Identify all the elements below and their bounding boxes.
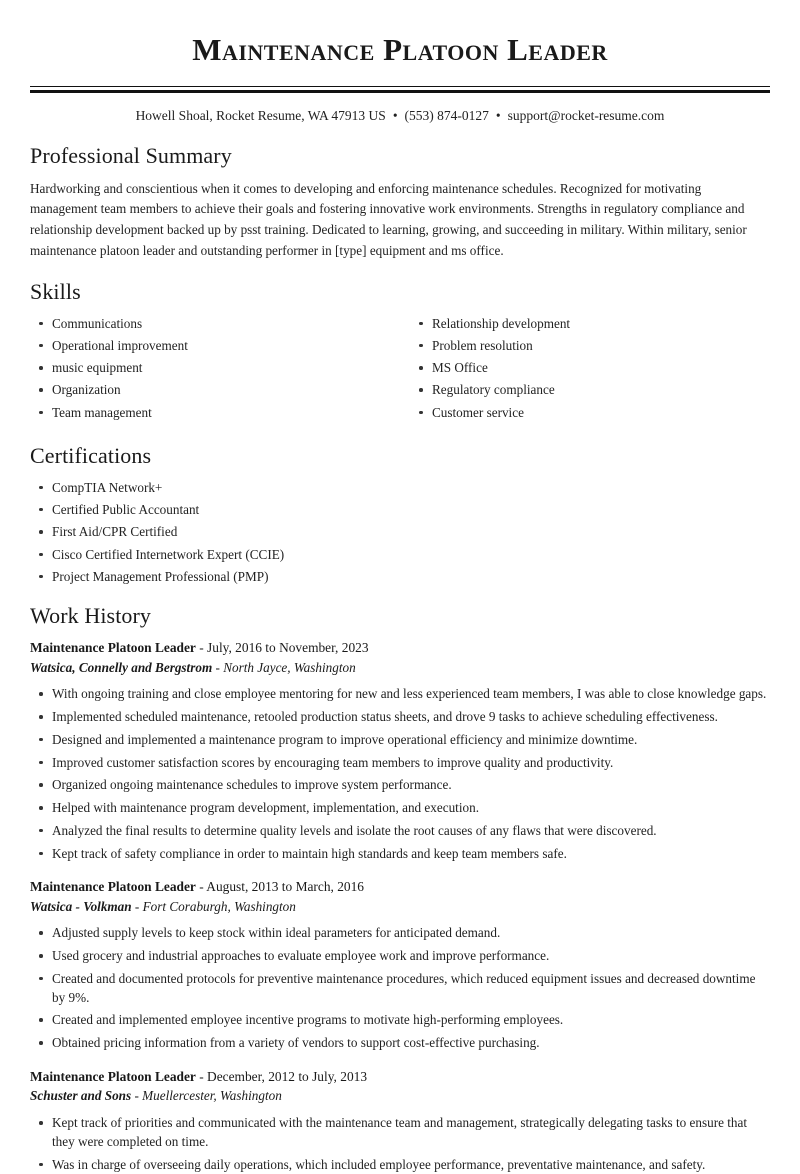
job-company: Watsica, Connelly and Bergstrom xyxy=(30,659,213,675)
job-title-line xyxy=(30,877,770,896)
job-dates: August, 2013 to March, 2016 xyxy=(206,879,364,895)
skills-list-right xyxy=(410,315,770,422)
list-item: Was in charge of overseeing daily operations, which included employee performance, preventative maintenance, and safety. xyxy=(30,1156,770,1174)
job-org-separator: - xyxy=(131,1088,143,1104)
job-title: Maintenance Platoon Leader xyxy=(30,640,196,656)
job-title-separator: - xyxy=(195,640,208,656)
list-item: With ongoing training and close employee mentoring for new and less experienced team members, I was able to close knowledge gaps. xyxy=(30,685,770,704)
list-item: Analyzed the final results to determine quality levels and isolate the root causes of any flaws that were discovered. xyxy=(30,822,770,841)
list-item: First Aid/CPR Certified xyxy=(30,523,770,541)
list-item: CompTIA Network+ xyxy=(30,479,770,497)
section-heading-summary: Professional Summary xyxy=(30,143,232,169)
job-company: Schuster and Sons xyxy=(30,1088,132,1104)
section-heading-work-history: Work History xyxy=(30,602,152,628)
job-org-separator: - xyxy=(131,898,143,914)
list-item: Implemented scheduled maintenance, retooled production status sheets, and drove 9 tasks to achieve scheduling effectiveness. xyxy=(30,708,770,727)
job-bullets xyxy=(30,685,770,863)
summary-text: Hardworking and conscientious when it comes to developing and enforcing maintenance schedules. Recognized for motivating management team members to achieve their goals and fostering innovative work environments. Strengths in regulatory compliance and relationship development backed up by psst training. Dedicated to learning, growing, and succeeding in military. Within military, senior maintenance platoon leader and outstanding performer in [type] equipment and ms office. xyxy=(30,180,747,259)
list-item: Created and implemented employee incentive programs to motivate high-performing employees. xyxy=(30,1011,770,1030)
header-divider xyxy=(30,86,770,93)
job-title: Maintenance Platoon Leader xyxy=(30,879,196,895)
job-org-line xyxy=(30,1086,770,1106)
job-org-line xyxy=(30,658,770,678)
job-title: Maintenance Platoon Leader xyxy=(30,1068,196,1084)
list-item: Kept track of safety compliance in order to maintain high standards and keep team members safe. xyxy=(30,845,770,864)
list-item: Organized ongoing maintenance schedules to improve system performance. xyxy=(30,776,770,795)
skills-list-left xyxy=(30,315,400,422)
work-history-entry xyxy=(30,638,770,863)
contact-address: Howell Shoal, Rocket Resume, WA 47913 US xyxy=(135,108,386,124)
list-item: Created and documented protocols for preventive maintenance procedures, which reduced equipment issues and decreased downtime by 9%. xyxy=(30,970,770,1007)
certifications-list xyxy=(30,479,770,586)
job-bullets xyxy=(30,1114,770,1174)
job-title-separator: - xyxy=(195,879,207,895)
list-item: music equipment xyxy=(30,359,400,377)
contact-separator-2: • xyxy=(495,108,501,124)
list-item: Operational improvement xyxy=(30,337,400,355)
list-item: MS Office xyxy=(410,359,770,377)
job-dates: December, 2012 to July, 2013 xyxy=(207,1068,368,1084)
job-location: Muellercester, Washington xyxy=(142,1088,282,1104)
contact-separator-1: • xyxy=(392,108,398,124)
section-certifications xyxy=(30,442,770,586)
list-item: Helped with maintenance program development, implementation, and execution. xyxy=(30,799,770,818)
list-item: Designed and implemented a maintenance program to improve operational efficiency and minimize downtime. xyxy=(30,731,770,750)
job-title-line xyxy=(30,1067,770,1086)
list-item: Cisco Certified Internetwork Expert (CCIE) xyxy=(30,546,770,564)
skills-columns xyxy=(30,315,770,427)
list-item: Obtained pricing information from a variety of vendors to support cost-effective purchasing. xyxy=(30,1034,770,1053)
job-org-line xyxy=(30,897,770,917)
list-item: Certified Public Accountant xyxy=(30,501,770,519)
contact-phone: (553) 874-0127 xyxy=(404,108,489,124)
job-company: Watsica - Volkman xyxy=(30,898,132,914)
page-title: Maintenance Platoon Leader xyxy=(192,32,608,67)
job-bullets xyxy=(30,924,770,1052)
job-location: North Jayce, Washington xyxy=(223,659,356,675)
skills-column-right xyxy=(400,315,770,427)
section-heading-skills: Skills xyxy=(30,279,81,305)
list-item: Improved customer satisfaction scores by encouraging team members to improve quality and productivity. xyxy=(30,754,770,773)
list-item: Communications xyxy=(30,315,400,333)
list-item: Regulatory compliance xyxy=(410,381,770,399)
section-professional-summary xyxy=(30,142,770,262)
contact-email: support@rocket-resume.com xyxy=(507,108,665,124)
list-item: Used grocery and industrial approaches to evaluate employee work and improve performance. xyxy=(30,947,770,966)
list-item: Relationship development xyxy=(410,315,770,333)
list-item: Organization xyxy=(30,381,400,399)
job-org-separator: - xyxy=(212,659,224,675)
job-location: Fort Coraburgh, Washington xyxy=(142,898,296,914)
section-skills xyxy=(30,278,770,426)
job-dates: July, 2016 to November, 2023 xyxy=(207,640,369,656)
list-item: Project Management Professional (PMP) xyxy=(30,568,770,586)
skills-column-left xyxy=(30,315,400,427)
section-work-history xyxy=(30,602,770,1174)
contact-line xyxy=(30,107,770,126)
list-item: Kept track of priorities and communicated with the maintenance team and management, strategically delegating tasks to ensure that they were completed on time. xyxy=(30,1114,770,1151)
work-history-entry xyxy=(30,877,770,1053)
list-item: Adjusted supply levels to keep stock within ideal parameters for anticipated demand. xyxy=(30,924,770,943)
list-item: Problem resolution xyxy=(410,337,770,355)
section-heading-certifications: Certifications xyxy=(30,443,152,469)
list-item: Customer service xyxy=(410,404,770,422)
job-title-separator: - xyxy=(195,1068,208,1084)
job-title-line xyxy=(30,638,770,657)
work-history-entry xyxy=(30,1067,770,1174)
list-item: Team management xyxy=(30,404,400,422)
